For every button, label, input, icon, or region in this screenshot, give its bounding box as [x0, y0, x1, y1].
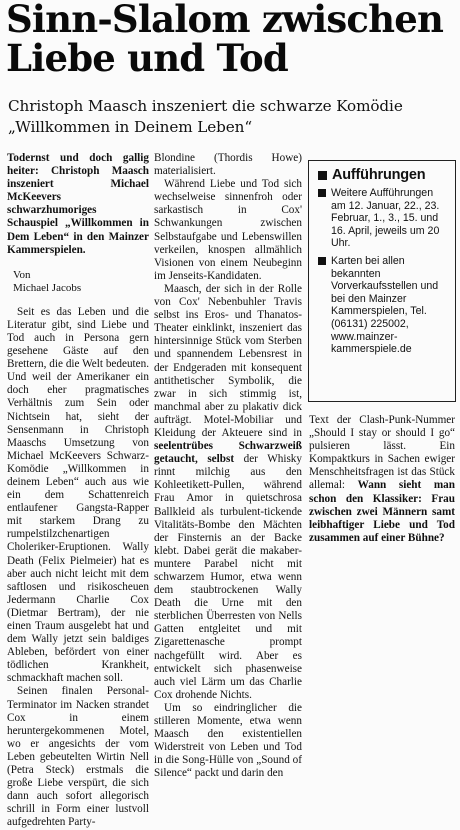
article-subtitle: Christoph Maasch inszeniert die schwarze Komödie „Willkommen in Deinem Leben“ — [8, 97, 403, 136]
body-paragraph — [154, 283, 302, 702]
body-paragraph: Seinen finalen Personal-Terminator im Nacken strandet Cox in einem heruntergekommenen Motel, wo er angesichts der vom Leben gebeutelten Wirtin Nell (Petra Steck) erstmals die große Liebe verspürt, die sich dann auch sofort allegorisch schrill in Form einer lustvoll aufgedrehten Party- — [7, 685, 149, 829]
body-paragraph: Seit es das Leben und die Literatur gibt, sind Liebe und Tod auch in Persona gern gesehene Gäste auf den Brettern, die die Welt bedeuten. Und weil der Amerikaner ein doch eher pragmatisches Verhältnis zum Sein oder Nichtsein hat, sieht der Sensenmann in Christoph Maaschs Umsetzung von Michael McKeevers Schwarz-Komödie „Willkommen in deinem Leben“ auch aus wie ein dem Schattenreich entlaufener Gangsta-Rapper mit starkem Drang zu rumpelstilzchenartigen Choleriker-Eruptionen. Wally Death (Felix Pielmeier) hat es aber auch nicht leicht mit dem saftlosen und risikoscheuen Jedermann Charlie Cox (Dietmar Bertram), der nie einen Traum ausgelebt hat und dem Wally jetzt sein baldiges Ableben, befördert von einer tödlichen Krankheit, schmackhaft machen soll. — [7, 305, 149, 685]
body-text-bold: seelentrübes Schwarzweiß getaucht, selbst — [154, 440, 302, 466]
column-1 — [7, 152, 149, 830]
bullet-square-icon — [318, 189, 326, 197]
bullet-square-icon — [318, 257, 326, 265]
bullet-square-icon — [318, 171, 327, 180]
info-item — [318, 187, 447, 250]
body-text: Text der Clash-Punk-Nummer „Should I stay or should I go“ pulsieren lässt. Ein Kompaktkurs in Sachen ewiger Menschheitsfragen ist das Stück allemal: — [309, 414, 455, 492]
info-box-title-text: Aufführungen — [332, 167, 426, 183]
info-item — [318, 255, 447, 356]
column-3 — [309, 414, 455, 545]
column-2 — [154, 152, 302, 781]
body-paragraph: Blondine (Thordis Howe) materialisiert. — [154, 152, 302, 178]
body-paragraph: Um so eindringlicher die stilleren Momente, etwa wenn Maasch den existentiellen Widerstreit von Leben und Tod in die Song-Hülle von „Sound of Silence“ packt und darin den — [154, 701, 302, 780]
body-text-bold: Wann sieht man schon den Klassiker: Frau zwischen zwei Männern samt leibhaftiger Liebe und Tod zusammen auf einer Bühne? — [309, 479, 455, 544]
article-lead: Todernst und doch gallig heiter: Christoph Maasch inszeniert Michael McKeevers schwarzhumoriges Schauspiel „Willkommen in Dem Leben“ in den Mainzer Kammerspielen. — [7, 152, 149, 256]
article-headline: Sinn-Slalom zwischen Liebe und Tod — [6, 0, 444, 80]
byline — [13, 269, 149, 295]
info-item-text: Karten bei allen bekannten Vorverkaufsstellen und bei den Mainzer Kammerspielen, Tel. (06131) 225002, www.mainzer-kammerspiele.de — [331, 254, 439, 356]
info-item-text: Weitere Aufführungen am 12. Januar, 22., 23. Februar, 1., 3., 15. und 16. April, jeweils um 20 Uhr. — [331, 187, 440, 250]
body-text: Maasch, der sich in der Rolle von Cox' Nebenbuhler Travis selbst ins Eros- und Thanatos-Theater einklinkt, inszeniert das hintersinnige Stück vom Sterben und spannendem Lebensrest in der Endgeraden mit konsequent antithetischer Symbolik, die zwar in sich stimmig ist, manchmal aber zu plakativ dick aufträgt. Motel-Mobiliar und Kleidung der Akteuere sind in — [154, 282, 302, 439]
body-text: der Whisky rinnt milchig aus den Kohleetikett-Pullen, während Frau Amor in quietschrosa Ballkleid als turbulent-tickende Vitalitäts-Bombe den Mächten der Finsternis an der Backe klebt. Dabei gerät die makaber-muntere Parabel nicht mit schwarzem Humor, etwa wenn dem staubtrockenen Wally Death die Urne mit den sterblichen Überresten von Nells Gatten entgleitet und mit Zigarettenasche prompt nachgefüllt wird. Aber es entwickelt sich phasenweise auch viel Lärm um das Charlie Cox drohende Nichts. — [154, 453, 302, 701]
body-paragraph: Während Liebe und Tod sich wechselweise sinnenfroh oder sarkastisch in Cox' Schwankungen zwischen Selbstaufgabe und Lebenswillen verkeilen, knospen allmählich Visionen von einem Neubeginn im Jenseits-Kandidaten. — [154, 178, 302, 282]
info-box — [308, 160, 456, 402]
byline-author: Michael Jacobs — [13, 281, 82, 294]
info-box-title — [318, 167, 447, 183]
byline-prefix: Von — [13, 268, 31, 281]
